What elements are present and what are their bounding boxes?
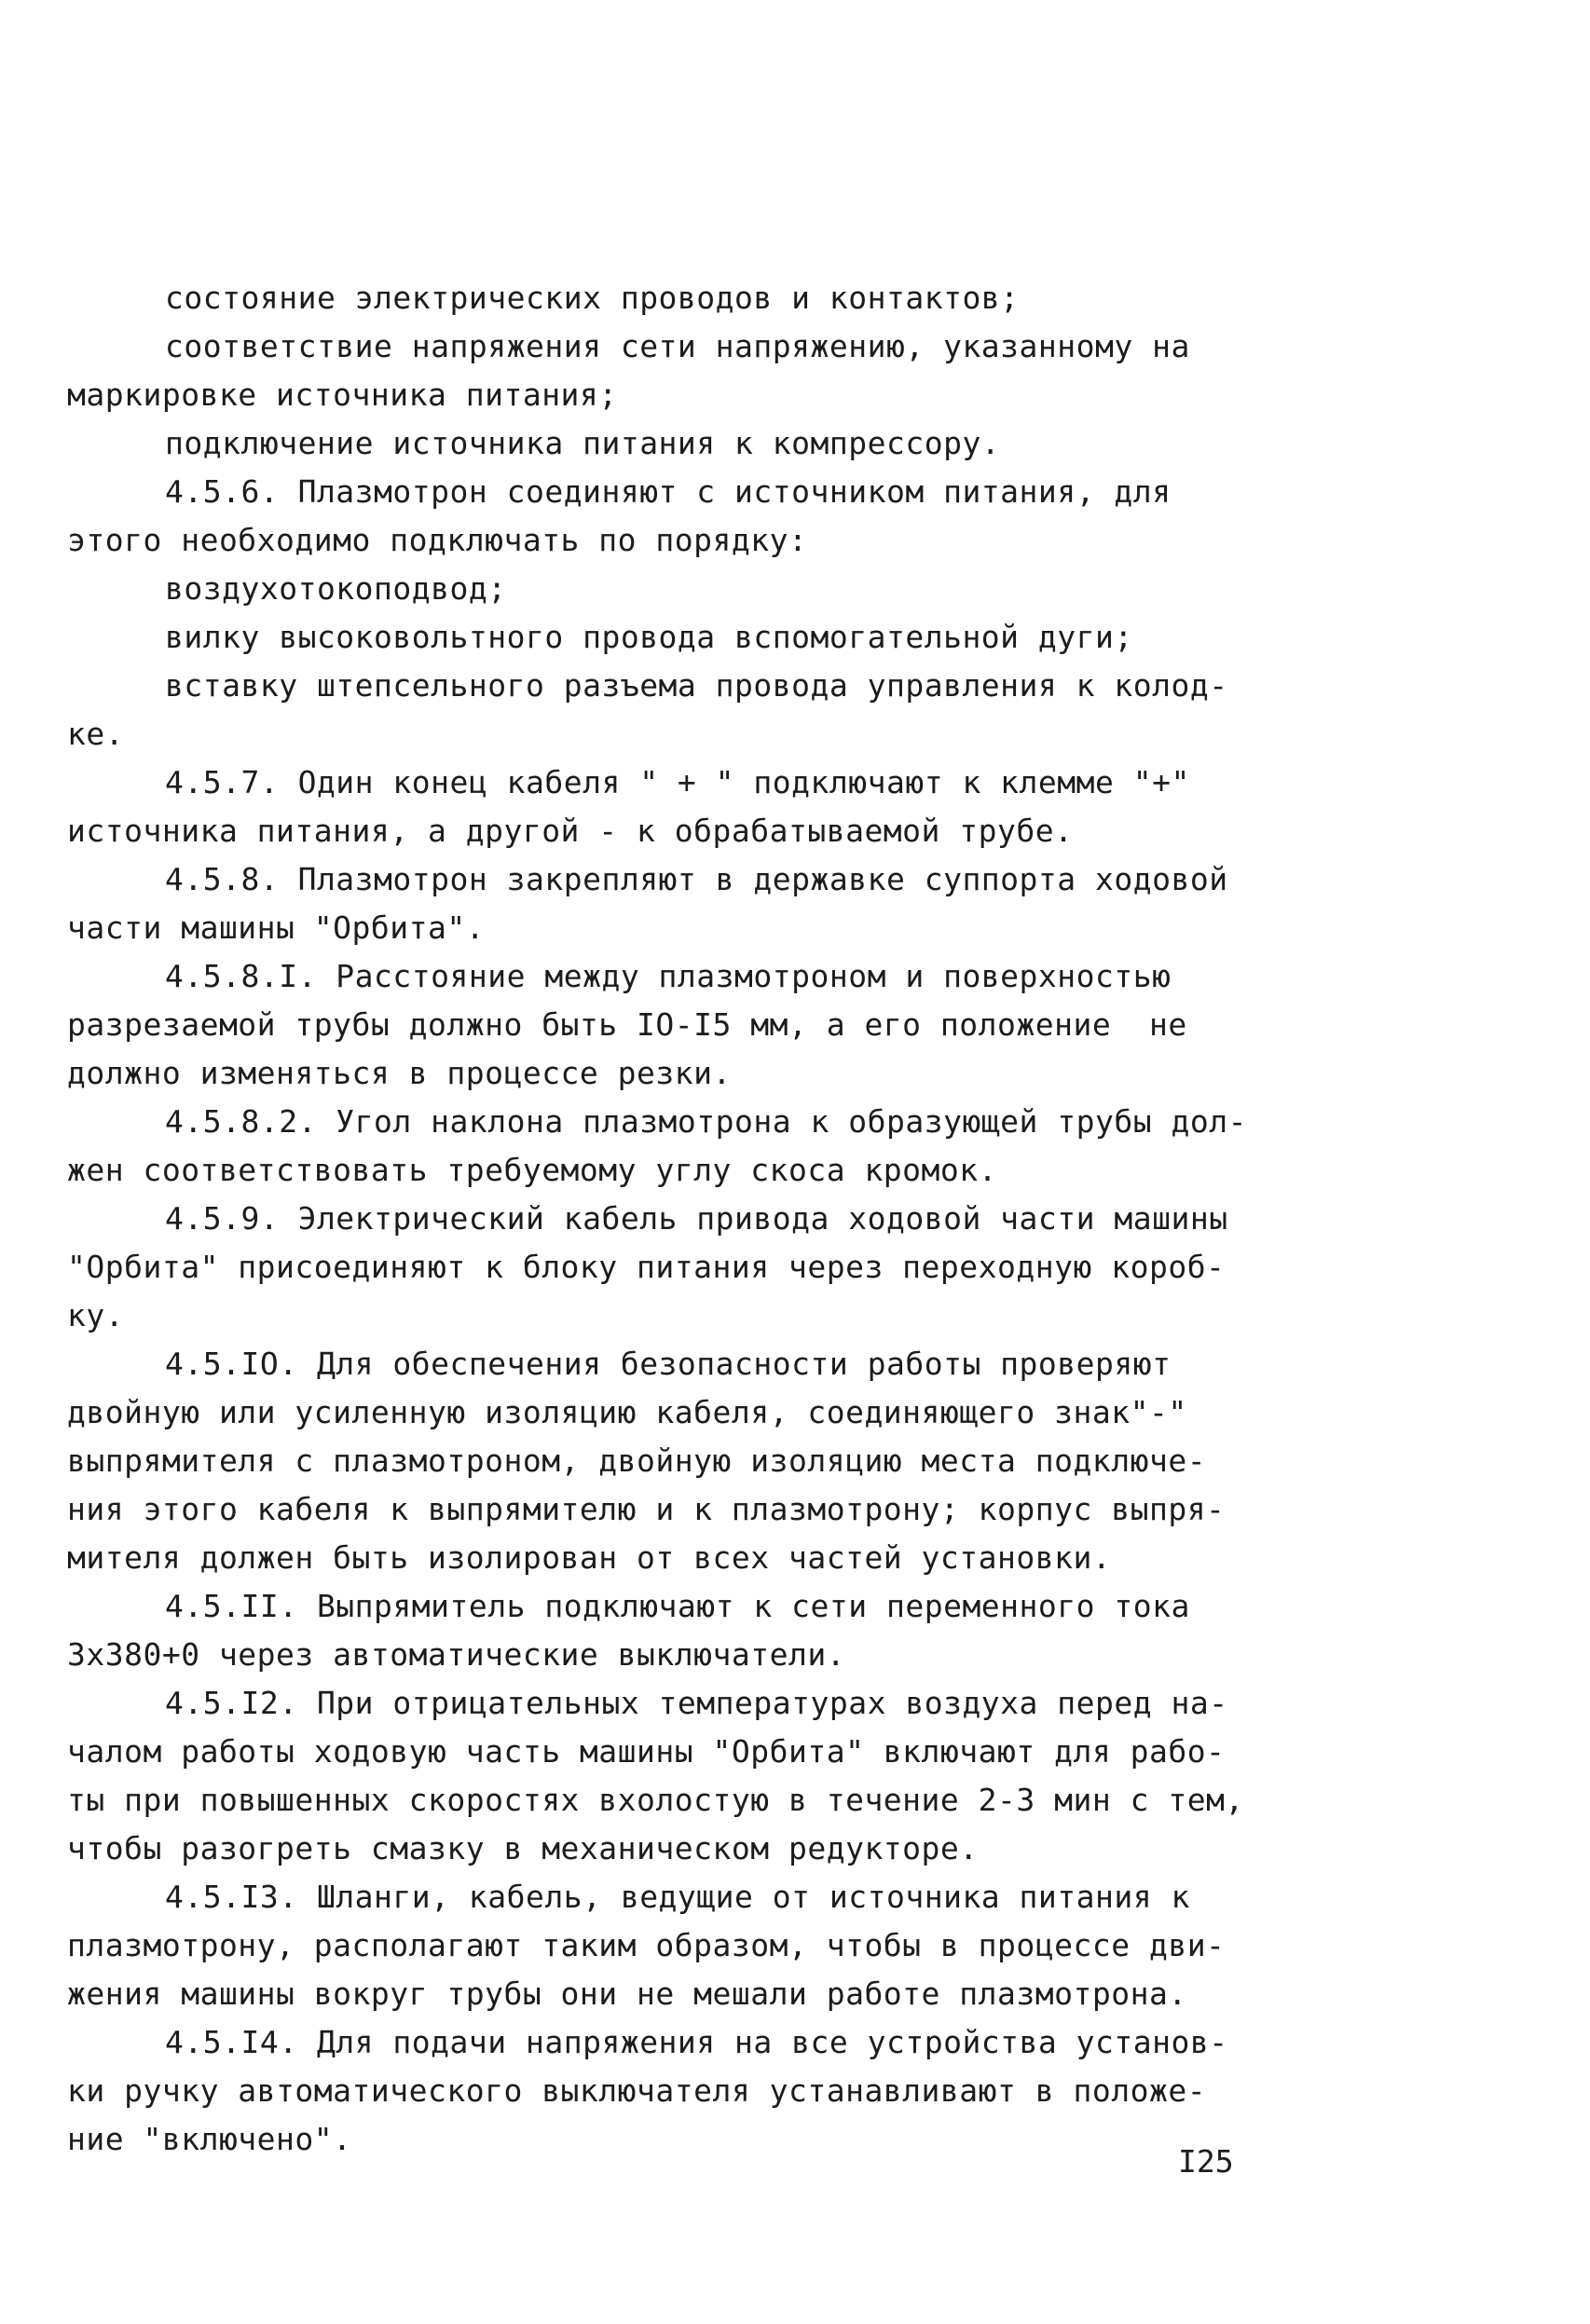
text-line: чтобы разогреть смазку в механическом редукторе.	[67, 1830, 979, 1866]
text-line: воздухотокоподвод;	[165, 570, 507, 607]
text-line: соответствие напряжения сети напряжению, указанному на	[165, 328, 1190, 364]
text-line: 4.5.8.2. Угол наклона плазмотрона к образующей трубы дол-	[165, 1103, 1247, 1140]
text-line: источника питания, а другой - к обрабатываемой трубе.	[67, 813, 1074, 849]
text-line: части машины "Орбита".	[67, 909, 486, 946]
text-line: ты при повышенных скоростях вхолостую в течение 2-3 мин с тем,	[67, 1782, 1244, 1818]
text-line: плазмотрону, располагают таким образом, чтобы в процессе дви-	[67, 1927, 1226, 1963]
text-line: жения машины вокруг трубы они не мешали работе плазмотрона.	[67, 1975, 1187, 2012]
text-line: 3х380+0 через автоматические выключатели.	[67, 1636, 846, 1673]
text-line: подключение источника питания к компрессору.	[165, 425, 1001, 461]
text-line: мителя должен быть изолирован от всех частей установки.	[67, 1539, 1112, 1576]
page-number: I25	[1178, 2143, 1234, 2180]
text-line: 4.5.I2. При отрицательных температурах воздуха перед на-	[165, 1685, 1228, 1721]
text-line: ке.	[67, 716, 125, 752]
body-text	[67, 274, 1279, 2164]
text-line: маркировке источника питания;	[67, 376, 618, 413]
text-line: 4.5.I3. Шланги, кабель, ведущие от источника питания к	[165, 1879, 1190, 1915]
text-line: ние "включено".	[67, 2121, 352, 2157]
text-line: должно изменяться в процессе резки.	[67, 1055, 732, 1091]
text-line: 4.5.II. Выпрямитель подключают к сети переменного тока	[165, 1588, 1190, 1624]
text-line: ки ручку автоматического выключателя устанавливают в положе-	[67, 2072, 1207, 2109]
text-line: 4.5.IO. Для обеспечения безопасности работы проверяют	[165, 1346, 1172, 1382]
text-line: 4.5.I4. Для подачи напряжения на все устройства установ-	[165, 2024, 1228, 2060]
text-line: 4.5.7. Один конец кабеля " + " подключают к клемме "+"	[165, 764, 1190, 800]
text-line: вставку штепсельного разъема провода управления к колод-	[165, 667, 1228, 704]
text-line: двойную или усиленную изоляцию кабеля, соединяющего знак"-"	[67, 1394, 1187, 1430]
text-line: жен соответствовать требуемому углу скоса кромок.	[67, 1152, 998, 1188]
text-line: 4.5.6. Плазмотрон соединяют с источником питания, для	[165, 473, 1172, 510]
text-line: 4.5.8. Плазмотрон закрепляют в державке суппорта ходовой	[165, 861, 1228, 897]
text-line: разрезаемой трубы должно быть IO-I5 мм, а его положение не	[67, 1006, 1187, 1043]
text-line: состояние электрических проводов и контактов;	[165, 280, 1020, 316]
text-line: ку.	[67, 1297, 125, 1333]
text-line: чалом работы ходовую часть машины "Орбита" включают для рабо-	[67, 1733, 1226, 1770]
text-line: "Орбита" присоединяют к блоку питания через переходную короб-	[67, 1249, 1226, 1285]
text-line: 4.5.8.I. Расстояние между плазмотроном и поверхностью	[165, 958, 1172, 994]
text-line: этого необходимо подключать по порядку:	[67, 522, 808, 558]
text-line: вилку высоковольтного провода вспомогательной дуги;	[165, 619, 1133, 655]
text-line: ния этого кабеля к выпрямителю и к плазмотрону; корпус выпря-	[67, 1491, 1226, 1527]
text-line: выпрямителя с плазмотроном, двойную изоляцию места подключе-	[67, 1442, 1207, 1479]
text-line: 4.5.9. Электрический кабель привода ходовой части машины	[165, 1200, 1228, 1237]
